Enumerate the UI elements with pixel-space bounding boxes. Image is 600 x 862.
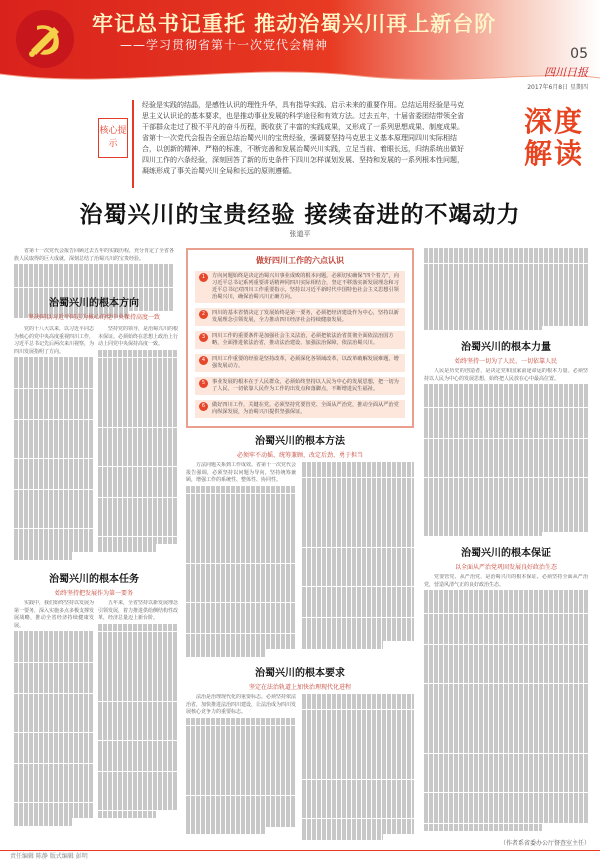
subhead-requirement: 治蜀兴川的根本要求 坚定在法治轨道上加快治理现代化进程 (248, 668, 351, 691)
subhead-strength: 治蜀兴川的根本力量 始终坚持一切为了人民、一切依靠人民 (454, 342, 557, 365)
page-number: 05 (570, 46, 588, 62)
subhead-guarantee: 治蜀兴川的根本保证 以全面从严治党巩固发展良好政治生态 (454, 548, 557, 571)
paper-name: 四川日报 (544, 66, 588, 79)
column-1d-body (98, 600, 178, 836)
column-3d-body (302, 694, 414, 840)
six-points-item: 3 四川工作的重要条件是加强社会主义法治，必须把依法治省贯彻全面依法治国方略，全面推进依法治省，推动法治建设、加强法治保障，依法治蜀兴川。 (195, 331, 405, 349)
six-points-item: 5 事业发展的根本在于人民群众，必须始终坚持以人民为中心的发展思想，把一切为了人民、一切依靠人民作为工作的出发点和落脚点，不断增进民生福祉。 (195, 377, 405, 395)
paragraph: 法治是治理现代化的重要标志。必须坚持依法治省，加快推进法治四川建设，让法治成为四川发展核心竞争力的重要标志。 (186, 694, 296, 716)
paragraph: 五年来，全省坚持以新发展理念引领发展，着力推进供给侧结构性改革，经济总量迈上新台阶。 (98, 600, 178, 622)
column-4b-body (424, 368, 588, 536)
key-points-box (132, 100, 468, 188)
key-points-label: 核心提示 (98, 118, 128, 158)
six-points-item: 6 做好四川工作，关键在党。必须坚持党要管党、全面从严治党，推动全面从严治党向纵深发展，为治蜀兴川提供坚强保证。 (195, 400, 405, 418)
paragraph: 人民是历史的创造者，是决定党和国家前途命运的根本力量。必须坚持以人民为中心的发展思想，始终把人民放在心中最高位置。 (424, 368, 588, 382)
number-badge: 5 (199, 379, 208, 388)
subhead-method: 治蜀兴川的根本方法 必须牢不动摇、统筹兼顾、改定后劲、勇于担当 (236, 436, 363, 459)
six-points-item: 2 四川的基本省情决定了发展始终是第一要务，必须把经济建设作为中心，坚持以新发展理念引领发展，全力推动四川经济社会持续健康发展。 (195, 308, 405, 326)
number-badge: 4 (199, 356, 208, 365)
section-title: 深度解读 (523, 105, 584, 170)
subhead-task: 治蜀兴川的根本任务 始终坚持把发展作为第一要务 (49, 574, 139, 597)
number-badge: 1 (199, 273, 208, 282)
column-3c-body (186, 694, 296, 840)
six-points-item: 1 方向问题始终是决定治蜀兴川事业成败的根本问题，必须切实确保“四个着力”，向习近平总书记系列重要讲话精神同四川实际相结合，坚定不移落实新发展理念和习近平总书记对四川工作重要指示，坚持以习近平新时代中国特色社会主义思想引领治蜀兴川，确保治蜀兴川正确方向。 (195, 271, 405, 303)
masthead-banner (0, 0, 600, 98)
six-points-item: 4 四川工作重要的经验是坚持改革，必须深化各领域改革，以改革破解发展难题，增强发展动力。 (195, 354, 405, 372)
column-3a-body (186, 462, 296, 660)
number-badge: 6 (199, 402, 208, 411)
subhead-direction: 治蜀兴川的根本方向 坚决同以习近平同志为核心的党中央保持高度一致 (27, 298, 160, 321)
paragraph: 坚持党的领导，是治蜀兴川的根本保证。必须始终在思想上政治上行动上同党中央保持高度一致。 (98, 326, 178, 348)
paragraph: 党要管党、从严治党，是治蜀兴川的根本保证。必须坚持全面从严治党，营造风清气正的良好政治生态。 (424, 574, 588, 588)
key-points-text: 经验是实践的结晶，是感性认识的理性升华，具有指导实践、启示未来的重要作用。总结运用经验是马克思主义认识论的基本要求，也是推动事业发展的科学途径和有效方法。过去五年，十届省委团结带领全省干部群众走过了极不平凡的奋斗历程，既收获了丰富的实践成果，又形成了一系列思想成果、制度成果。省第十一次党代会报告全面总结治蜀兴川的宝贵经验，强调要坚持马克思主义基本原理同四川实际相结合，以创新的精神、严格的标准，不断完善和发展治蜀兴川实践，立足当前、着眼长远，归纳系统出做好四川工作的六条经验，深刻回答了新的历史条件下四川怎样谋划发展、坚持和发展的一系列根本性问题，凝练形成了事关治蜀兴川全局和长远的原则遵循。 (142, 101, 464, 175)
paragraph: 党的十八大以来，以习近平同志为核心的党中央高度重视四川工作，习近平总书记先后两次来川视察，为四川发展指明了方向。 (14, 326, 94, 355)
column-4c-body (424, 574, 588, 836)
column-4a-body (424, 248, 588, 330)
paragraph: 省第十一次党代会报告回顾过去五年的实践历程，充分肯定了全省各族人民取得的巨大成就，深刻总结了治蜀兴川的宝贵经验。 (14, 248, 174, 262)
column-1b-body (98, 326, 178, 566)
banner-subtitle: ——学习贯彻省第十一次党代会精神 (120, 38, 329, 52)
six-points-box (186, 248, 414, 428)
issue-date: 2017年6月8日 星期四 (527, 84, 588, 91)
column-1a-body (14, 326, 94, 566)
paragraph: 实践中，我们始终坚持以发展为第一要务，深入实施多点多极支撑发展战略，推动全省经济持续健康发展。 (14, 600, 94, 629)
number-badge: 2 (199, 310, 208, 319)
banner-title: 牢记总书记重托 推动治蜀兴川再上新台阶 (92, 11, 497, 36)
number-badge: 3 (199, 333, 208, 342)
column-1c-body (14, 600, 94, 836)
six-points-title: 做好四川工作的六点认识 (256, 256, 344, 265)
paragraph: 方法问题关系到工作成效。省第十一次党代会报告强调，必须坚持以问题为导向，坚持统筹兼顾，增强工作的系统性、整体性、协同性。 (186, 462, 296, 484)
author-note: （作者系省委办公厅督查室主任） (499, 840, 590, 847)
column-3b-body (302, 462, 414, 660)
footer-credits: 责任编辑 陈静 版式编辑 彭明 (0, 850, 600, 862)
wave-decoration (0, 60, 600, 98)
page-headline: 治蜀兴川的宝贵经验 接续奋进的不竭动力 (79, 201, 521, 228)
page-info (527, 46, 588, 91)
byline: 张道平 (289, 230, 311, 238)
